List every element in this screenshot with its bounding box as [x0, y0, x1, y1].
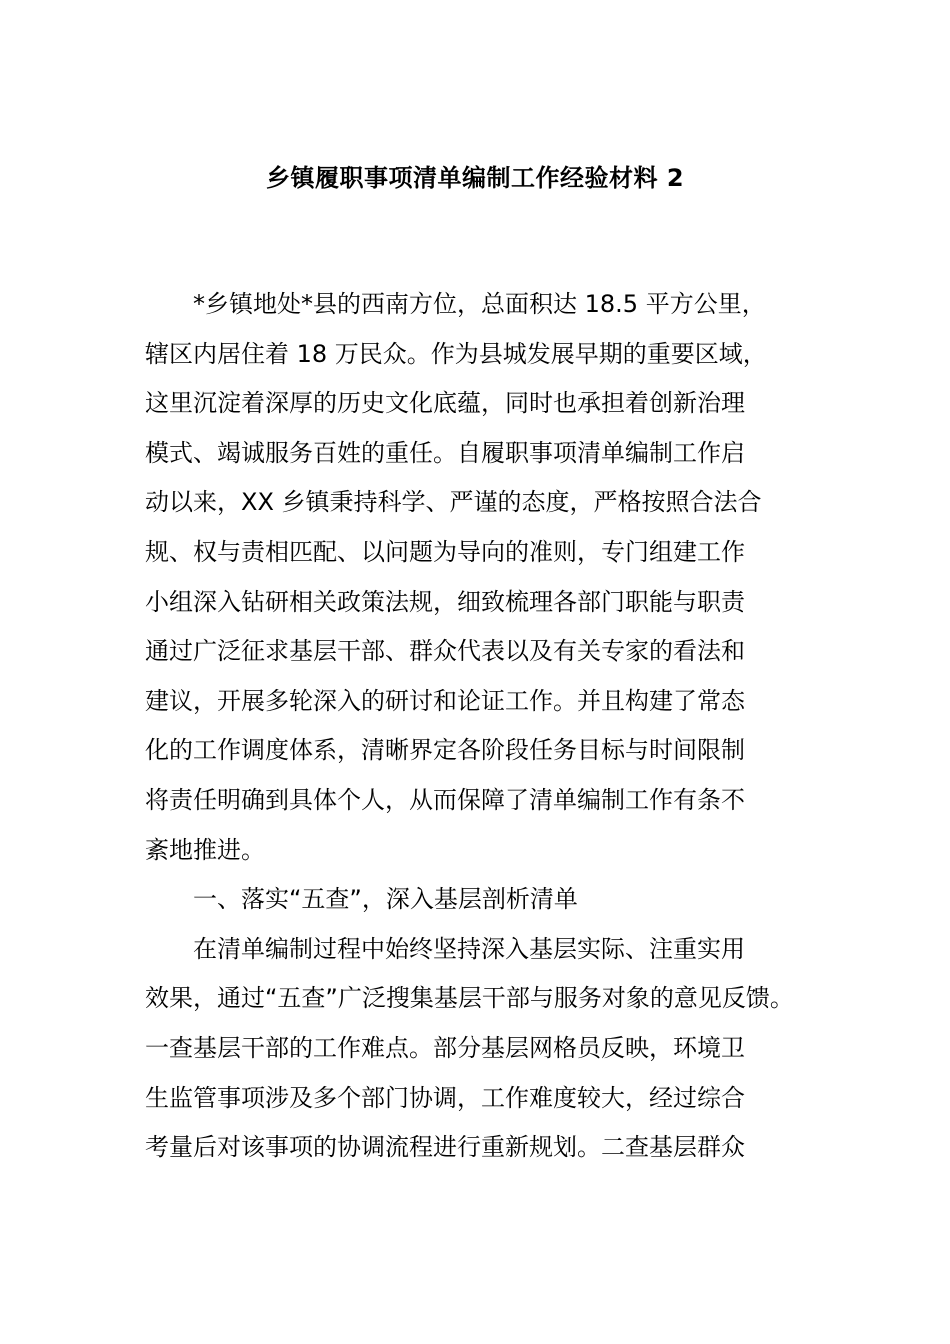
- paragraph-line: 动以来，XX 乡镇秉持科学、严谨的态度，严格按照合法合: [145, 488, 762, 517]
- paragraph-line: 小组深入钻研相关政策法规，细致梳理各部门职能与职责: [145, 587, 745, 616]
- paragraph-line: 紊地推进。: [145, 835, 265, 864]
- paragraph-line: 这里沉淀着深厚的历史文化底蕴，同时也承担着创新治理: [145, 389, 745, 418]
- section-heading: 一、落实“五查”，深入基层剖析清单: [193, 885, 578, 914]
- paragraph-line: 辖区内居住着 18 万民众。作为县城发展早期的重要区域，: [145, 339, 767, 368]
- paragraph-line: 将责任明确到具体个人，从而保障了清单编制工作有条不: [145, 785, 745, 814]
- paragraph-line: 模式、竭诚服务百姓的重任。自履职事项清单编制工作启: [145, 438, 745, 467]
- paragraph-line: 一查基层干部的工作难点。部分基层网格员反映，环境卫: [145, 1033, 745, 1062]
- paragraph-line: 效果，通过“五查”广泛搜集基层干部与服务对象的意见反馈。: [145, 984, 794, 1013]
- paragraph-line: *乡镇地处*县的西南方位，总面积达 18.5 平方公里，: [193, 290, 766, 318]
- paragraph-line: 建议，开展多轮深入的研讨和论证工作。并且构建了常态: [145, 686, 745, 715]
- paragraph-line: 通过广泛征求基层干部、群众代表以及有关专家的看法和: [145, 637, 745, 666]
- paragraph-line: 在清单编制过程中始终坚持深入基层实际、注重实用: [193, 934, 745, 963]
- document-body: [145, 280, 825, 1173]
- paragraph-line: 生监管事项涉及多个部门协调，工作难度较大，经过综合: [145, 1083, 745, 1112]
- paragraph-line: 化的工作调度体系，清晰界定各阶段任务目标与时间限制: [145, 736, 745, 765]
- paragraph-line: 考量后对该事项的协调流程进行重新规划。二查基层群众: [145, 1133, 745, 1162]
- document-title: 乡镇履职事项清单编制工作经验材料 2: [265, 164, 685, 192]
- paragraph-line: 规、权与责相匹配、以问题为导向的准则，专门组建工作: [145, 537, 745, 566]
